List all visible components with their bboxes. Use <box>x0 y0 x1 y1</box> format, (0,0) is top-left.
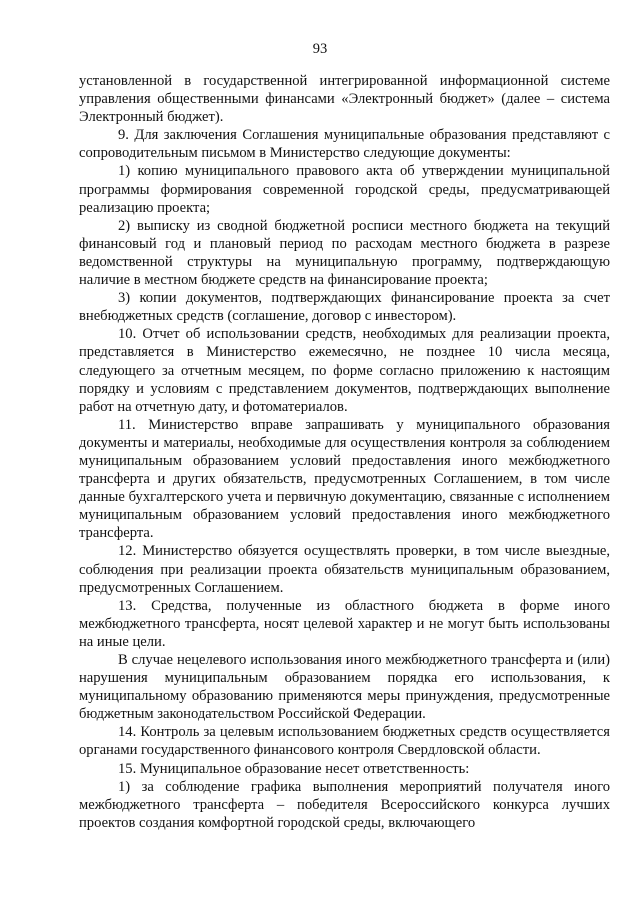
paragraph-subitem-9-3: 3) копии документов, подтверждающих финансирование проекта за счет внебюджетных средств (соглашение, договор с инвестором). <box>79 290 610 325</box>
paragraph-item-10: 10. Отчет об использовании средств, необходимых для реализации проекта, представляется в Министерство ежемесячно, не позднее 10 числа месяца, следующего за отчетным месяцем, по форме согласно приложению к настоящим порядку и условиям с представлением документов, подтверждающих выполнение работ на отчетную дату, и фотоматериалов. <box>79 326 610 415</box>
paragraph-item-13: 13. Средства, полученные из областного бюджета в форме иного межбюджетного трансферта, носят целевой характер и не могут быть использованы на иные цели. <box>79 597 610 650</box>
paragraph-item-12: 12. Министерство обязуется осуществлять проверки, в том числе выездные, соблюдения при реализации проекта обязательств муниципальным образованием, предусмотренных Соглашением. <box>79 543 610 596</box>
document-body <box>79 72 610 832</box>
paragraph-subitem-9-2: 2) выписку из сводной бюджетной росписи местного бюджета на текущий финансовый год и плановый период по расходам местного бюджета в разрезе ведомственной структуры на муниципальную программу, подтверждающую наличие в местном бюджете средств на финансирование проекта; <box>79 217 610 289</box>
paragraph-subitem-9-1: 1) копию муниципального правового акта об утверждении муниципальной программы формирования современной городской среды, предусматривающей реализацию проекта; <box>79 163 610 216</box>
paragraph-item-14: 14. Контроль за целевым использованием бюджетных средств осуществляется органами государственного финансового контроля Свердловской области. <box>79 724 610 759</box>
paragraph-item-9: 9. Для заключения Соглашения муниципальные образования представляют с сопроводительным письмом в Министерство следующие документы: <box>79 127 610 162</box>
paragraph-subitem-15-1: 1) за соблюдение графика выполнения мероприятий получателя иного межбюджетного трансферта – победителя Всероссийского конкурса лучших проектов создания комфортной городской среды, включающего <box>79 778 610 831</box>
page-number: 93 <box>312 41 328 57</box>
paragraph-continuation: установленной в государственной интегрированной информационной системе управления общественными финансами «Электронный бюджет» (далее – система Электронный бюджет). <box>79 73 610 126</box>
paragraph-item-11: 11. Министерство вправе запрашивать у муниципального образования документы и материалы, необходимые для осуществления контроля за соблюдением муниципальным образованием условий предоставления иного межбюджетного трансферта и других обязательств, предусмотренных Соглашением, в том числе данные бухгалтерского учета и первичную документацию, связанные с исполнением муниципальным образованием условий предоставления иного межбюджетного трансферта. <box>79 416 610 542</box>
paragraph-item-13-misuse: В случае нецелевого использования иного межбюджетного трансферта и (или) нарушения муниципальным образованием порядка его использования, к муниципальному образованию применяются меры принуждения, предусмотренные бюджетным законодательством Российской Федерации. <box>79 652 610 723</box>
paragraph-item-15: 15. Муниципальное образование несет ответственность: <box>118 760 470 777</box>
